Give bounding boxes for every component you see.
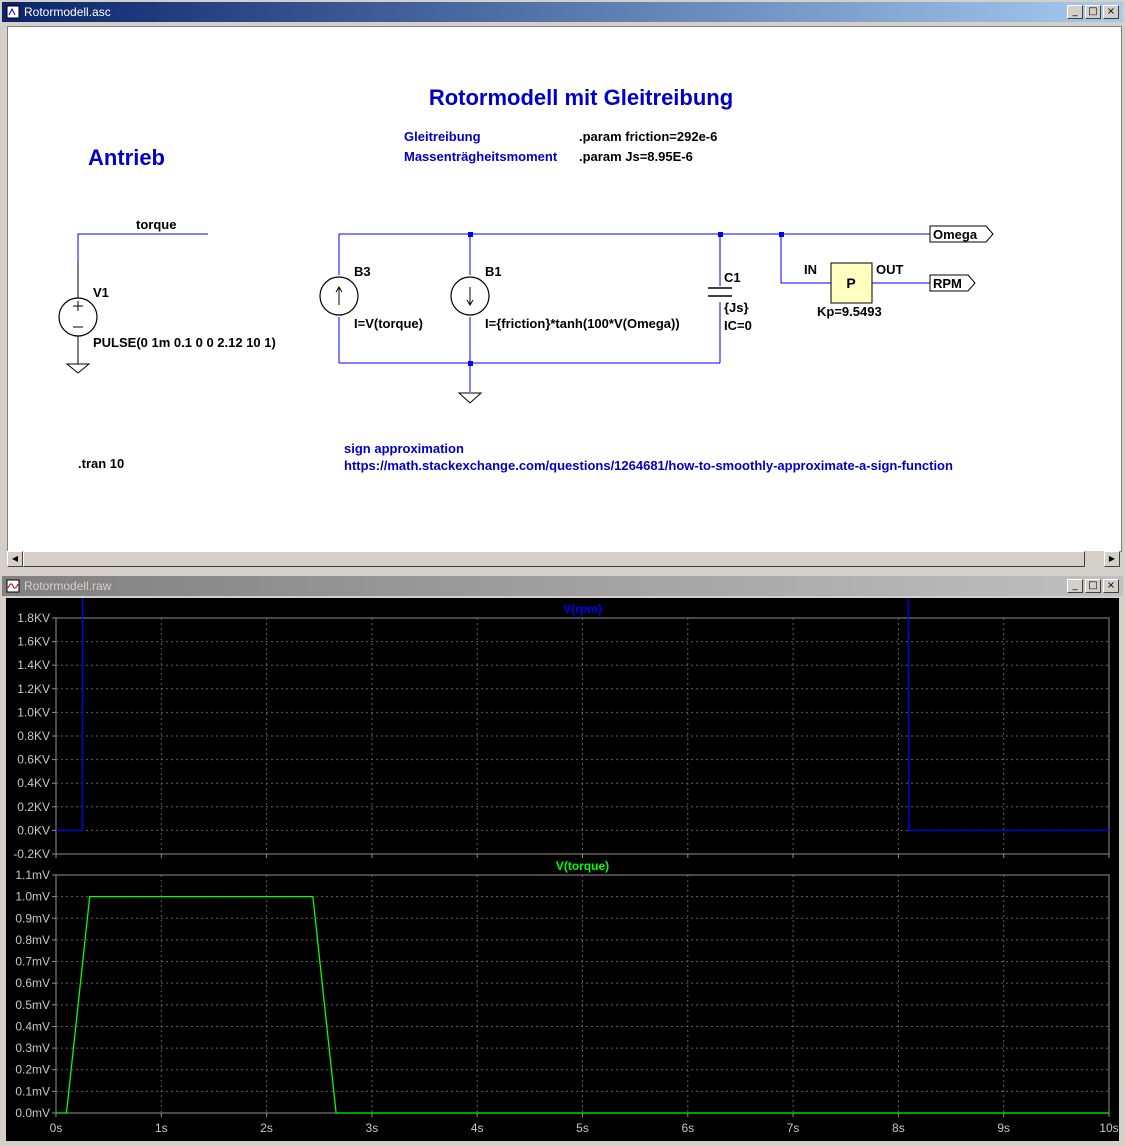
b1-current-source[interactable] [451, 277, 489, 315]
v1-value: PULSE(0 1m 0.1 0 0 2.12 10 1) [93, 335, 276, 350]
param-directive-friction: .param friction=292e-6 [579, 129, 718, 144]
scroll-left-button[interactable]: ◀ [7, 551, 23, 567]
x-tick-label: 3s [365, 1121, 379, 1135]
x-tick-label: 2s [260, 1121, 273, 1135]
waveform-plot [6, 598, 1119, 1141]
plot-pane-torque-title[interactable]: V(torque) [555, 859, 610, 873]
y-tick-label: 0.3mV [15, 1041, 50, 1056]
y-tick-label: 0.0mV [15, 1106, 50, 1120]
param-directive-inertia: .param Js=8.95E-6 [579, 149, 693, 164]
ground-symbol [459, 393, 481, 403]
net-label-rpm-flag[interactable] [930, 275, 975, 291]
y-tick-label: 0.7mV [15, 954, 50, 969]
plot-pane-rpm-title[interactable]: V(rpm) [563, 602, 602, 616]
y-tick-label: 0.8KV [17, 729, 50, 743]
y-tick-label: 1.0mV [15, 889, 50, 904]
gain-block-symbol: P [846, 275, 856, 291]
c1-name: C1 [724, 270, 741, 285]
plot-title: Rotormodell.raw [24, 579, 112, 593]
x-tick-label: 9s [997, 1121, 1011, 1135]
plot-maximize-button[interactable]: □ [1085, 579, 1101, 593]
section-label: Antrieb [88, 145, 165, 170]
y-tick-label: 0.6mV [15, 976, 50, 991]
x-tick-label: 6s [681, 1121, 695, 1135]
b3-current-source[interactable] [320, 277, 358, 315]
note-url[interactable]: https://math.stackexchange.com/questions/1264681/how-to-smoothly-approximate-a-sign-function [344, 458, 953, 473]
waveform-viewer[interactable] [6, 598, 1119, 1141]
param-label-inertia: Massenträgheitsmoment [404, 149, 558, 164]
b1-name: B1 [485, 264, 502, 279]
param-label-friction: Gleitreibung [404, 129, 481, 144]
tran-directive: .tran 10 [78, 456, 125, 471]
plot-titlebar[interactable] [2, 576, 1123, 596]
schematic-canvas[interactable] [7, 26, 1122, 552]
gain-param: Kp=9.5493 [817, 304, 882, 319]
schematic-title: Rotormodell.asc [24, 5, 111, 19]
note-title: sign approximation [344, 441, 464, 456]
gain-block[interactable] [831, 263, 872, 303]
y-tick-label: 1.4KV [17, 658, 50, 673]
c1-value: {Js} [724, 300, 749, 315]
b3-name: B3 [354, 264, 371, 279]
c1-ic: IC=0 [724, 318, 752, 333]
y-tick-label: 1.1mV [15, 868, 50, 882]
x-tick-label: 4s [470, 1121, 484, 1135]
c1-capacitor[interactable] [708, 288, 732, 296]
b3-expr: I=V(torque) [354, 316, 423, 331]
net-label-omega-flag[interactable] [930, 226, 993, 242]
y-tick-label: 1.8KV [17, 611, 50, 625]
schematic-titlebar[interactable] [2, 2, 1123, 22]
y-tick-label: 0.2mV [15, 1062, 50, 1077]
net-label-torque: torque [136, 217, 177, 232]
x-tick-label: 7s [786, 1121, 800, 1135]
y-tick-label: 0.2KV [17, 799, 50, 814]
x-tick-label: 0s [49, 1121, 63, 1135]
minimize-button[interactable]: _ [1067, 5, 1083, 19]
x-tick-label: 5s [576, 1121, 589, 1135]
gain-out-label: OUT [876, 262, 904, 277]
y-tick-label: 1.2KV [17, 681, 50, 696]
v1-name: V1 [93, 285, 109, 300]
y-tick-label: 0.6KV [17, 752, 50, 767]
y-tick-label: 0.1mV [15, 1084, 50, 1099]
plot-close-button[interactable]: × [1103, 579, 1119, 593]
y-tick-label: -0.2KV [13, 847, 50, 861]
y-tick-label: 0.9mV [15, 911, 50, 926]
y-tick-label: 0.4mV [15, 1019, 50, 1034]
schematic-heading: Rotormodell mit Gleitreibung [428, 85, 734, 110]
schematic-drawing [8, 27, 1121, 551]
x-tick-label: 1s [154, 1121, 168, 1135]
b1-expr: I={friction}*tanh(100*V(Omega)) [485, 316, 680, 331]
v1-source[interactable] [59, 234, 208, 373]
schematic-hscrollbar[interactable] [7, 551, 1120, 567]
scroll-thumb[interactable] [23, 551, 1085, 567]
y-tick-label: 1.6KV [17, 634, 50, 649]
close-button[interactable]: × [1103, 5, 1119, 19]
x-tick-label: 10s [1099, 1121, 1119, 1135]
scroll-right-button[interactable]: ▶ [1104, 551, 1120, 567]
gain-in-label: IN [804, 262, 817, 277]
schematic-file-icon [6, 5, 20, 19]
y-tick-label: 0.0KV [17, 823, 50, 838]
net-label-rpm: RPM [933, 276, 962, 291]
net-label-omega: Omega [933, 227, 978, 242]
circuit-wires [339, 232, 993, 392]
maximize-button[interactable]: □ [1085, 5, 1101, 19]
y-tick-label: 0.4KV [17, 776, 50, 791]
y-tick-label: 0.5mV [15, 997, 50, 1012]
waveform-file-icon [6, 579, 20, 593]
y-tick-label: 1.0KV [17, 705, 50, 720]
x-tick-label: 8s [892, 1121, 905, 1135]
y-tick-label: 0.8mV [15, 932, 50, 947]
plot-minimize-button[interactable]: _ [1067, 579, 1083, 593]
